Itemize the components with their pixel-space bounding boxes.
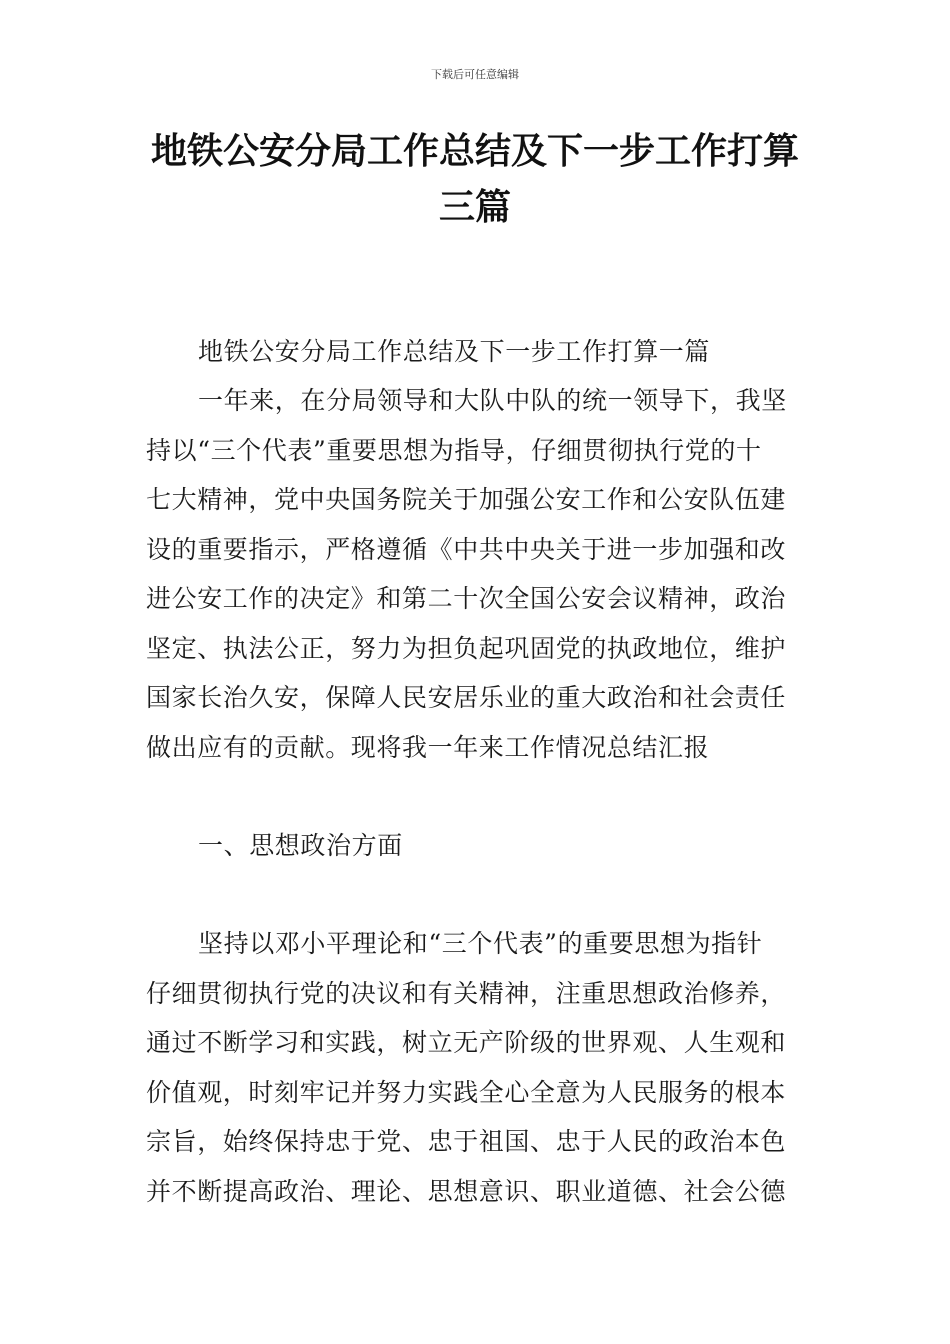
text-line: 国家长治久安，保障人民安居乐业的重大政治和社会责任 [146, 683, 787, 712]
text-line: 宗旨，始终保持忠于党、忠于祖国、忠于人民的政治本色 [146, 1127, 787, 1156]
subtitle-text: 地铁公安分局工作总结及下一步工作打算一篇 [198, 337, 711, 366]
subtitle-paragraph [146, 327, 806, 377]
header-note: 下载后可任意编辑 [431, 68, 519, 81]
title-line-2: 三篇 [438, 187, 511, 228]
body-paragraph [146, 919, 806, 1216]
title-line-1: 地铁公安分局工作总结及下一步工作打算 [150, 131, 799, 172]
text-line: 坚定、执法公正，努力为担负起巩固党的执政地位，维护 [146, 633, 787, 663]
intro-paragraph [146, 376, 806, 772]
text-line: 并不断提高政治、理论、思想意识、职业道德、社会公德 [146, 1176, 787, 1206]
text-line: 坚持以邓小平理论和“三个代表”的重要思想为指针 [198, 929, 763, 958]
text-line: 价值观，时刻牢记并努力实践全心全意为人民服务的根本 [146, 1077, 787, 1107]
text-line: 七大精神，党中央国务院关于加强公安工作和公安队伍建 [146, 485, 787, 514]
text-line: 做出应有的贡献。现将我一年来工作情况总结汇报 [146, 732, 710, 762]
text-line: 一年来，在分局领导和大队中队的统一领导下，我坚 [198, 386, 787, 415]
section-heading [146, 821, 806, 871]
text-line: 设的重要指示，严格遵循《中共中央关于进一步加强和改 [146, 534, 787, 564]
text-line: 进公安工作的决定》和第二十次全国公安会议精神，政治 [146, 584, 787, 613]
text-line: 持以“三个代表”重要思想为指导，仔细贯彻执行党的十 [146, 435, 762, 465]
text-line: 通过不断学习和实践，树立无产阶级的世界观、人生观和 [146, 1028, 787, 1057]
section-heading-text: 一、思想政治方面 [198, 831, 403, 860]
document-title [130, 124, 820, 236]
text-line: 仔细贯彻执行党的决议和有关精神，注重思想政治修养， [146, 978, 787, 1008]
